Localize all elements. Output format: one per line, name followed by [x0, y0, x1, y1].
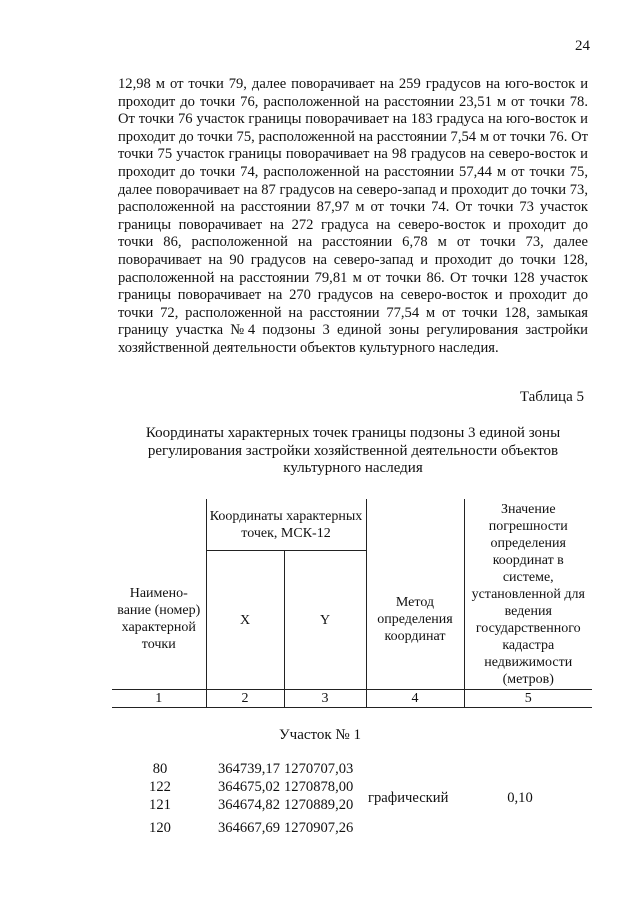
point-number: 122: [149, 779, 171, 795]
table-row: [0, 761, 640, 779]
body-paragraph: 12,98 м от точки 79, далее поворачивает на 259 градусов на юго-восток и проходит до точки 76, расположенной на расстоянии 23,51 м от точки 78. От точки 76 участок границы поворачивает на 183 градуса на юго-восток и проходит до точки 75, расположенной на расстоянии 7,54 м от точки 76. От точки 75 участок границы поворачивает на 98 градусов на северо-восток и проходит до точки 74, расположенной на расстоянии 57,44 м от точки 75, далее поворачивает на 87 градусов на северо-запад и проходит до точки 73, расположенной на расстоянии 87,97 м от точки 74. От точки 73 участок границы поворачивает на 272 градуса на северо-восток и проходит до точки 86, расположенной на расстоянии 6,78 м от точки 73, далее поворачивает на 90 градусов на северо-запад и проходит до точки 128, расположенной на расстоянии 79,81 м от точки 86. От точки 128 участок границы поворачивает на 270 градусов на северо-восток и проходит до точки 72, расположенной на расстоянии 77,54 м от точки 128, замыкая границу участка №4 подзоны 3 единой зоны регулирования застройки хозяйственной деятельности объектов культурного наследия.: [118, 76, 588, 356]
table-title: Координаты характерных точек границы подзоны 3 единой зоны регулирования застройки хозяйственной деятельности объектов культурного наследия: [145, 425, 561, 476]
header-method: Метод определения координат: [366, 499, 464, 690]
header-point-name: Наимено-вание (номер) характерной точки: [112, 499, 206, 690]
y-coordinate: 1270907,26: [284, 820, 354, 836]
x-coordinate: 364667,69: [217, 820, 280, 836]
header-x: X: [206, 551, 284, 690]
column-number: 5: [464, 690, 592, 708]
point-number: 120: [149, 820, 171, 836]
method-value: графический: [368, 790, 449, 806]
column-number: 4: [366, 690, 464, 708]
x-coordinate: 364739,17: [217, 761, 280, 777]
column-number: 2: [206, 690, 284, 708]
column-number: 1: [112, 690, 206, 708]
header-accuracy: Значение погрешности определения координат в системе, установленной для ведения государственного кадастра недвижимости (метров): [464, 499, 592, 690]
section-title: Участок № 1: [279, 727, 361, 743]
header-y: Y: [284, 551, 366, 690]
table-label: Таблица 5: [519, 389, 584, 405]
column-number: 3: [284, 690, 366, 708]
table-row: [0, 820, 640, 838]
header-coordinates: Координаты характерных точек, МСК-12: [206, 499, 366, 551]
y-coordinate: 1270889,20: [284, 797, 354, 813]
x-coordinate: 364675,02: [217, 779, 280, 795]
y-coordinate: 1270707,03: [284, 761, 354, 777]
y-coordinate: 1270878,00: [284, 779, 354, 795]
point-number: 121: [149, 797, 171, 813]
accuracy-value: 0,10: [507, 790, 533, 806]
coordinates-table: [112, 499, 592, 708]
x-coordinate: 364674,82: [217, 797, 280, 813]
page-number: 24: [575, 38, 590, 54]
point-number: 80: [152, 761, 168, 777]
